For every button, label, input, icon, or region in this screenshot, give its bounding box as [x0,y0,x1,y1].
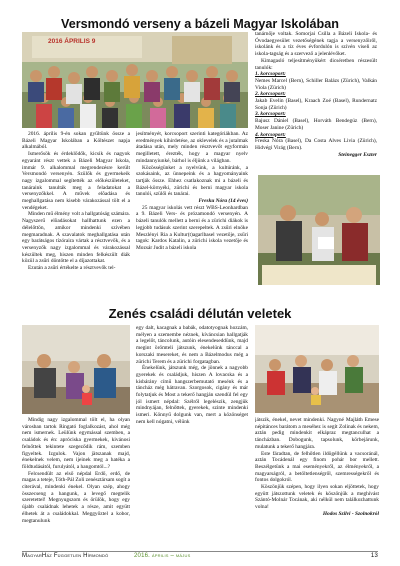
paragraph: Felcsendült az első népdal Erdő, erdő, de magas a teteje, Tóth-Pál Zoli zenésztársam sogít a citerával, mindenki énekel. Olyan szép, ahogy összecseng a hangunk, a levegő megtelik szeretettel! Megnyugszom és örülök, hogy egy újabb családnak lehetek a része, amit együtt élhetek át a családokkal. Meggyőztel a kobor, megtanulunk [22,470,130,524]
award-photo [258,175,380,285]
footer-rule [22,551,378,552]
author-signature: Fresku Nóra (14 éves) [198,198,248,205]
paragraph: játszik, énekel, nevet mindenki. Nagyné Majláth Emese népitánces barátom a meséhez is segít Zolinak és nekem, aztán pedig mindenkit elkápraz megtanculhat a táncházban. Dobogunk, tapsolunk, körbejárunk, mulatunk a tekerő hangjára. [255,417,379,450]
paragraph: Minden mű élmény volt a hallgatóság számára. Nagyszerű elõadásokat hallhattunk ezen a délelőttön, amikor mindenki szívében megmaradnak. A szavalatok meghallgatása után egy barátságos tízóraira vártak a résztvevők, és a versenyzők nagy izgalommal és várakozással készültek meg, hiszen minden felkészült diák közül a zsűri döntötte el a díjazottakat. [22,211,130,265]
paragraph: Énekelünk, játszunk még, de jönnek a nagyobb gyerekek és családjuk, hiszen A lovacska és a kisbárány című hangszerbemutató mesénk és a táncház még hátravan. Szorgosok, cigány és már folytatjuk és Most a tekerő hangján szendül fel egy jól ismert népdal: Szélről legelészik, zengjük mindnyájan, felnőttek, gyerekek, szinte mindenki ismeri. Könnyű dolgunk van, mert a közönséget nem kell nógatni, vélünk [136,365,248,425]
paragraph: Este fáradtan, de felhőtlen ildögéllünk a vacsoránál, aztán Tocádenál egy finom pohár bor mellett. Beszélgetünk a mai eseményekről, az élményekről, a magyarságról, a betöltetlenségről, szemrességekről és fontos dolgokról. [255,450,379,484]
family-photo-right [255,325,379,413]
paragraph: Ezután a zsűri értékelte a résztvevők tel- [28,265,116,272]
page-number: 13 [370,553,378,559]
paragraph: Kimagasló teljesítményükért dicséretben részesült tanulók: [255,57,377,71]
family-photo-left-drawing [22,325,130,414]
paragraph: tanárnője voltak. Somorjai Csilla a Bázeli Iskola- és Óvodaegyesület vezetőségének tagja a versenyzőiről, iskolánk és a tíz éves évfordulón is szívén viseli az iskola-tagság és a szervező a jelenlévőket. [255,31,377,58]
category-heading: 2. korcsoport: [255,91,286,98]
page-footer [22,553,378,562]
winner-list: Nemes Marcel (Bern), Schiller Balázs (Zürich), Valkán Viola (Zürich) [255,77,377,91]
article1-column-3 [255,31,377,171]
author-signature: Steinegger Eszter [338,151,377,158]
award-photo-drawing [258,175,380,285]
group-photo-students [22,32,248,128]
footer-publication: MagyarHáz Független Hírmondó [22,553,109,559]
article1-title: Versmondó verseny a bázeli Magyar Iskolában [61,17,339,31]
category-heading: 3. korcsoport: [255,111,286,118]
paragraph: jesítményét, korcsoport szerinti kategóriákban. Az eredmények kihirdetése, az oklevelek és a jutalmak átadása után, mely minden résztvevőt egyformán megilletett, érezték, hogy a magyar nyelv mindannyiunké, bárhol is éljünk a világban. [136,131,248,164]
paragraph: 2016. április 9-én sokan gyűltünk össze a Bázeli Magyar Iskolában a Költészet napja alkalmából. [22,131,130,151]
article2-title: Zenés családi délután veletek [108,306,292,321]
paragraph: Köszönjük szépen, hogy ilyen sokan eljöttetek, hogy együtt játszottunk veletek és köszönjük a meghívást Szántó-Molnár Tocának, aki nélkül nem találkozhattunk volna! [255,484,379,511]
article2-column-2 [136,325,248,547]
author-signature: Hodos Szilvi - Szolnokról [322,510,379,517]
footer-issue-date: 2016. április – május [134,553,191,559]
winner-list: Freska Nóra (Basel), Da Costa Alves Livia (Zürich), Hidvégi Virág (Bern). [255,138,377,151]
article2-column-3 [255,417,379,547]
category-heading: 4. korcsoport: [255,131,286,138]
family-photo-left [22,325,130,414]
paragraph: egy dalt, kacagnak a babák, odatotyognak hozzám, mélyen a szemembe néznek, kíváncsian hallgatják a legelőt, táncolunk, autóin elesendeseddünk, majd megint örömteli játszunk, énekelünk tánccal a korszaki mesereket, és nem a Bázelmodus még a zürichi Terem és a zürichi forgatagban. [136,325,248,365]
group-photo-drawing [22,32,248,128]
article2-column-1 [22,417,130,547]
paragraph: Mindig nagy izgalommal tölt el, ha olyan városban tartok Ringató foglalkozást, ahol még nem ismernek. Leülünk egymással szemben, a családok és én: apróciska gyermekek, kivánosi felnőttek tekintete szegeződik rám, szemben figyeltek. Izgulok. Vajon jätszanak majd, énekelnek velem, nem ijeinek meg a hatéka a földtudásától, furulyától, a hangomtól...? [22,417,130,470]
paragraph: Ismerősök és érdeklődők, kicsik és nagyok egyaránt részt vettek a Bázeli Magyar Iskola, immár 9. alkalommal megrendezésre került Versmondó versenyén. Szülők és gyermekeik nagy izgalommal segítették az előkészületeket, tanáraink tanulták meg a feladatokat a versenyzőkkel. A művek elõadása és meghallgatása nem kisebb várakozással tölt el a vendégeket. [22,151,130,211]
article1-column-1 [22,131,130,313]
paragraph: 25 magyar iskolás vett részt WBS-Leonhardban a 9. Bázeli Vers- és prózamondó versenyén. A bázeli tanulók mellett a berni és a zürichi diákok is legjobb tudásuk szerint szerepeltek. A zsűri elnöke Meszlényi Ria a Kultur(t)agarlbasel vezetője, zsűri tagok: Kardos Katalin, a zürichi iskola vezetője és Mozsár Judit a bázeli iskola [136,204,248,251]
category-heading: 1. korcsoport: [255,71,286,78]
winner-list: Jakab Evelin (Basel), Kraach Zoé (Basel), Rundernatz Sonja (Zürich) [255,98,377,111]
family-photo-right-drawing [255,325,379,413]
paragraph: Közösségünket a nyelvünk, a kultúránk, a szokásaink, az ünnepeink és a hagyományaink tartják össze. Ehhez csatlakoznak mi a bázeli és Bázel-környéki, zürichi és berni magyar iskola tanulói, szülői és tanárai. [136,164,248,198]
article1-column-2 [136,131,248,313]
winner-list: Bajusz Dániel (Basel), Horváth Bendegúz (Bern), Moser Janine (Zürich) [255,118,377,131]
photo-banner: 2016 ÁPRILIS 9 [48,38,96,45]
